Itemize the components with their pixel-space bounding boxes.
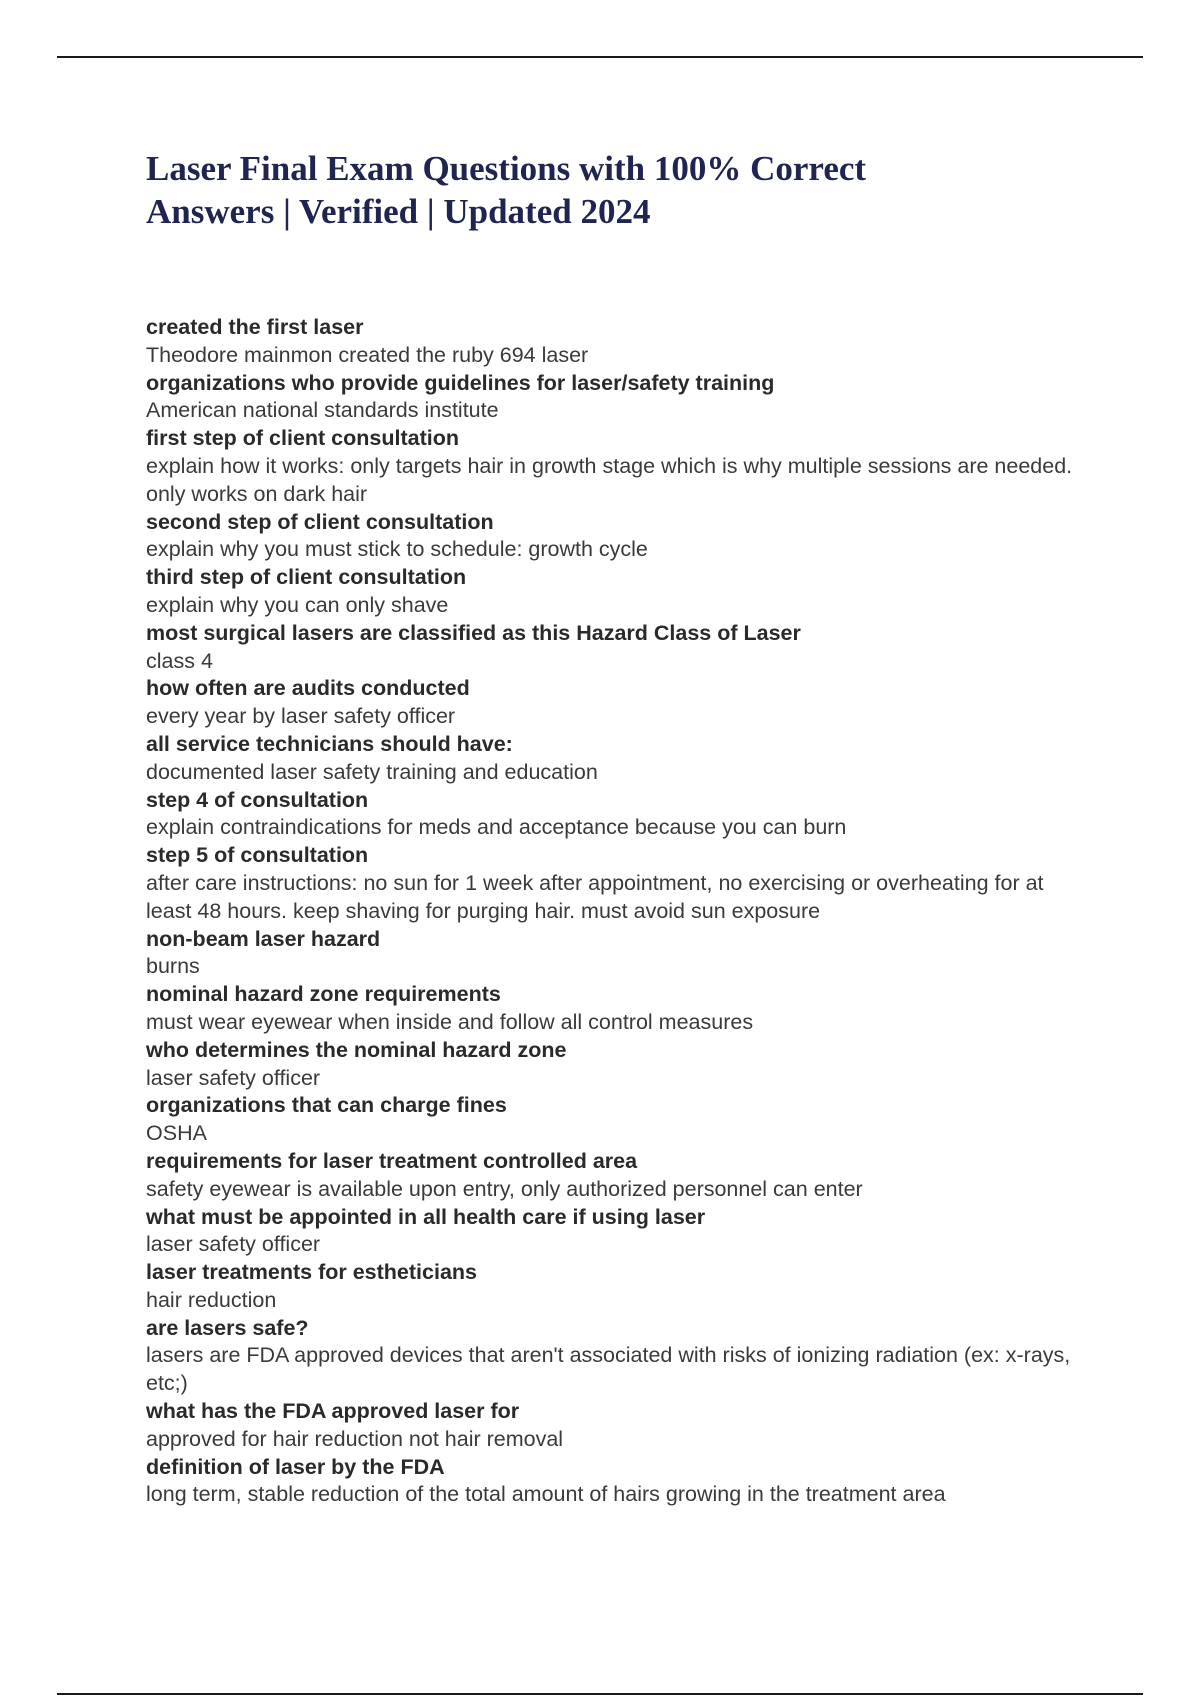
question-text: laser treatments for estheticians xyxy=(146,1260,477,1285)
qa-item xyxy=(146,926,1086,982)
answer-text: every year by laser safety officer xyxy=(146,704,456,729)
answer-text: safety eyewear is available upon entry, only authorized personnel can enter xyxy=(146,1176,863,1201)
qa-item xyxy=(146,1315,1086,1398)
qa-item xyxy=(146,1204,1086,1260)
answer-text: class 4 xyxy=(146,648,213,673)
qa-item xyxy=(146,425,1086,508)
qa-item xyxy=(146,370,1086,426)
qa-item xyxy=(146,1454,1086,1510)
qa-item xyxy=(146,1398,1086,1454)
qa-list xyxy=(146,314,1086,1509)
qa-item xyxy=(146,620,1086,676)
answer-text: lasers are FDA approved devices that aren't associated with risks of ionizing radiation (ex: x-rays, etc;) xyxy=(146,1343,1071,1396)
answer-text: OSHA xyxy=(146,1121,207,1146)
answer-text: explain why you can only shave xyxy=(146,592,449,617)
answer-text: long term, stable reduction of the total amount of hairs growing in the treatment area xyxy=(146,1482,946,1507)
question-text: are lasers safe? xyxy=(146,1315,309,1340)
question-text: most surgical lasers are classified as this Hazard Class of Laser xyxy=(146,620,801,645)
qa-item xyxy=(146,1259,1086,1315)
question-text: third step of client consultation xyxy=(146,565,467,590)
qa-item xyxy=(146,1148,1086,1204)
footer-rule xyxy=(57,1693,1143,1695)
qa-item xyxy=(146,787,1086,843)
qa-item xyxy=(146,564,1086,620)
header-rule xyxy=(57,56,1143,58)
question-text: organizations who provide guidelines for laser/safety training xyxy=(146,370,775,395)
answer-text: explain how it works: only targets hair in growth stage which is why multiple sessions are needed. only works on dark hair xyxy=(146,453,1073,506)
answer-text: after care instructions: no sun for 1 week after appointment, no exercising or overheating for at least 48 hours. keep shaving for purging hair. must avoid sun exposure xyxy=(146,870,1044,923)
answer-text: must wear eyewear when inside and follow all control measures xyxy=(146,1009,754,1034)
question-text: how often are audits conducted xyxy=(146,676,470,701)
question-text: what has the FDA approved laser for xyxy=(146,1399,520,1424)
question-text: definition of laser by the FDA xyxy=(146,1454,445,1479)
question-text: step 4 of consultation xyxy=(146,787,369,812)
answer-text: explain why you must stick to schedule: growth cycle xyxy=(146,537,648,562)
answer-text: hair reduction xyxy=(146,1287,277,1312)
answer-text: explain contraindications for meds and acceptance because you can burn xyxy=(146,815,847,840)
qa-item xyxy=(146,731,1086,787)
answer-text: Theodore mainmon created the ruby 694 laser xyxy=(146,342,589,367)
question-text: step 5 of consultation xyxy=(146,843,369,868)
qa-item xyxy=(146,842,1086,925)
answer-text: American national standards institute xyxy=(146,398,499,423)
qa-item xyxy=(146,675,1086,731)
answer-text: approved for hair reduction not hair removal xyxy=(146,1426,564,1451)
question-text: requirements for laser treatment controlled area xyxy=(146,1148,638,1173)
qa-item xyxy=(146,509,1086,565)
question-text: second step of client consultation xyxy=(146,509,494,534)
question-text: nominal hazard zone requirements xyxy=(146,982,501,1007)
answer-text: laser safety officer xyxy=(146,1232,321,1257)
answer-text: laser safety officer xyxy=(146,1065,321,1090)
question-text: first step of client consultation xyxy=(146,426,459,451)
qa-item xyxy=(146,981,1086,1037)
qa-item xyxy=(146,1037,1086,1093)
page-title: Laser Final Exam Questions with 100% Correct Answers | Verified | Updated 2024 xyxy=(146,149,867,231)
question-text: non-beam laser hazard xyxy=(146,926,381,951)
question-text: organizations that can charge fines xyxy=(146,1093,507,1118)
answer-text: burns xyxy=(146,954,200,979)
question-text: created the first laser xyxy=(146,315,364,339)
question-text: all service technicians should have: xyxy=(146,731,513,756)
answer-text: documented laser safety training and education xyxy=(146,759,598,784)
qa-item xyxy=(146,314,1086,370)
question-text: what must be appointed in all health care if using laser xyxy=(146,1204,706,1229)
question-text: who determines the nominal hazard zone xyxy=(146,1037,567,1062)
qa-item xyxy=(146,1092,1086,1148)
